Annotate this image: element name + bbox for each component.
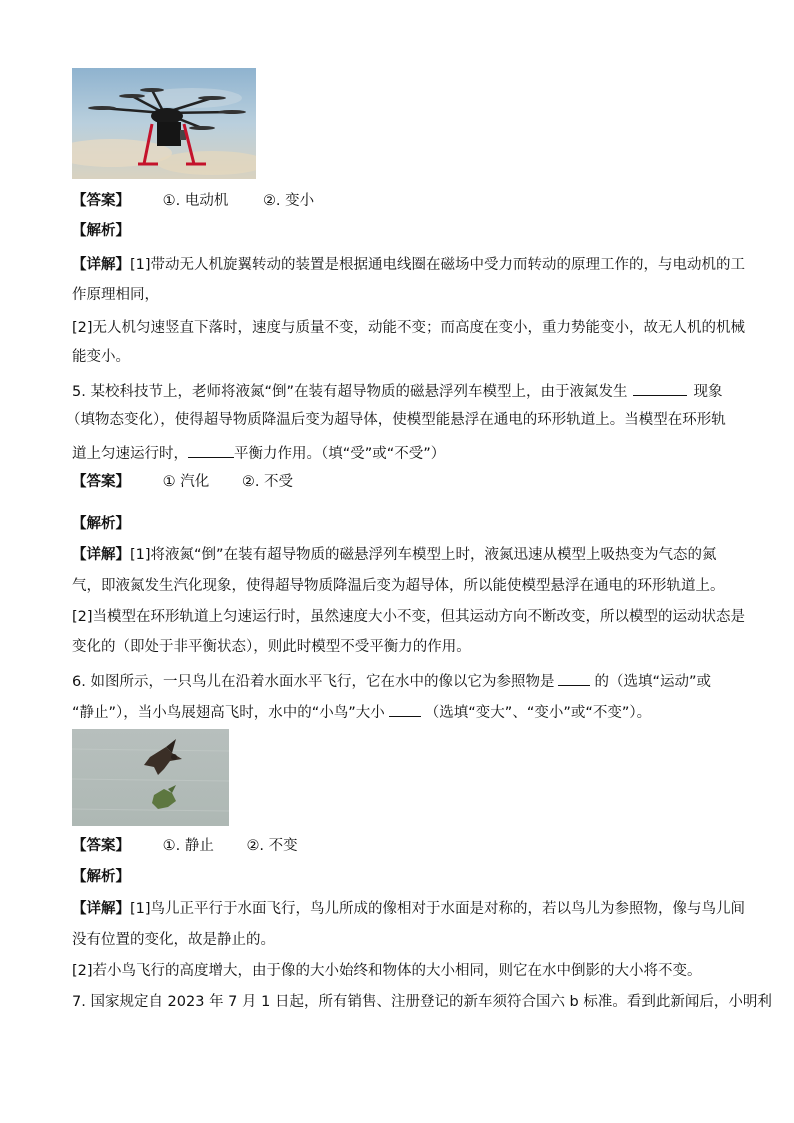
answer-label: 【答案】: [72, 838, 130, 854]
q5-detail-line-1: [72, 545, 717, 565]
stem-text: “静止”），当小鸟展翅高飞时，水中的“小鸟”大小: [72, 705, 385, 721]
q5-detail-line-3: [2]当模型在环形轨道上匀速运行时，虽然速度大小不变，但其运动方向不断改变，所以模型的运动状态是: [72, 609, 746, 625]
answer-option-1: ① 汽化: [162, 474, 210, 490]
q5-detail-line-2: 气，即液氮发生汽化现象，使得超导物质降温后变为超导体，所以能使模型悬浮在通电的环形轨道上。: [72, 578, 725, 594]
stem-text: 6. 如图所示，一只鸟儿在沿着水面水平飞行，它在水中的像以它为参照物是: [72, 674, 555, 690]
answer-label: 【答案】: [72, 474, 130, 490]
answer-option-2: ②. 变小: [262, 193, 315, 209]
q4-detail-line-3: [2]无人机匀速竖直下落时，速度与质量不变，动能不变；而高度在变小，重力势能变小，故无人机的机械: [72, 320, 746, 336]
q5-stem-line-2: （填物态变化），使得超导物质降温后变为超导体，使模型能悬浮在通电的环形轨道上。当模型在环形轨: [66, 412, 726, 428]
answer-blank: [633, 380, 687, 396]
stem-text: 道上匀速运行时，: [72, 446, 188, 462]
detail-text: [1]鸟儿正平行于水面飞行，鸟儿所成的像相对于水面是对称的，若以鸟儿为参照物，像与鸟儿间: [130, 901, 746, 917]
detail-label: 【详解】: [72, 547, 130, 563]
detail-text: [1]带动无人机旋翼转动的装置是根据通电线圈在磁场中受力而转动的原理工作的，与电动机的工: [130, 257, 746, 273]
q4-detail-line-2: 作原理相同，: [72, 287, 159, 303]
answer-option-2: ②. 不变: [246, 838, 298, 854]
q5-analysis-label: 【解析】: [72, 516, 130, 532]
stem-text: （选填“变大”、“变小”或“不变”）。: [424, 705, 652, 721]
answer-option-2: ②. 不受: [241, 474, 294, 490]
q6-detail-line-1: [72, 899, 745, 919]
stem-text: 现象: [693, 384, 723, 400]
bird-photo: [72, 729, 229, 826]
q5-stem-line-3: [72, 442, 445, 464]
answer-blank: [558, 670, 590, 686]
q6-detail-line-3: [2]若小鸟飞行的高度增大，由于像的大小始终和物体的大小相同，则它在水中倒影的大小将不变。: [72, 963, 702, 979]
q5-answer-row: [72, 472, 293, 492]
q5-detail-line-4: 变化的（即处于非平衡状态），则此时模型不受平衡力的作用。: [72, 639, 471, 655]
answer-blank: [389, 701, 421, 717]
answer-option-1: ①. 电动机: [162, 193, 229, 209]
q6-analysis-label: 【解析】: [72, 869, 130, 885]
stem-text: 的（选填“运动”或: [594, 674, 711, 690]
drone-photo: [72, 68, 256, 179]
q4-detail-line-4: 能变小。: [72, 349, 130, 365]
q4-detail-line-1: [72, 255, 745, 275]
stem-text: 平衡力作用。（填“受”或“不受”）: [234, 446, 446, 462]
detail-text: [1]将液氮“倒”在装有超导物质的磁悬浮列车模型上时，液氮迅速从模型上吸热变为气态的氮: [130, 547, 717, 563]
q4-answer-row: [72, 191, 314, 211]
q6-stem-line-1: [72, 670, 711, 692]
q6-detail-line-2: 没有位置的变化，故是静止的。: [72, 932, 275, 948]
q6-answer-row: [72, 836, 298, 856]
q5-stem-line-1: [72, 380, 722, 402]
detail-label: 【详解】: [72, 901, 130, 917]
answer-label: 【答案】: [72, 193, 130, 209]
detail-label: 【详解】: [72, 257, 130, 273]
q4-analysis-label: 【解析】: [72, 223, 130, 239]
answer-blank: [188, 442, 234, 458]
q6-stem-line-2: [72, 701, 651, 723]
q7-stem-line-1: 7. 国家规定自 2023 年 7 月 1 日起，所有销售、注册登记的新车须符合国六 b 标准。看到此新闻后，小明利: [72, 994, 772, 1010]
stem-text: 5. 某校科技节上，老师将液氮“倒”在装有超导物质的磁悬浮列车模型上，由于液氮发生: [72, 384, 628, 400]
answer-option-1: ①. 静止: [162, 838, 214, 854]
